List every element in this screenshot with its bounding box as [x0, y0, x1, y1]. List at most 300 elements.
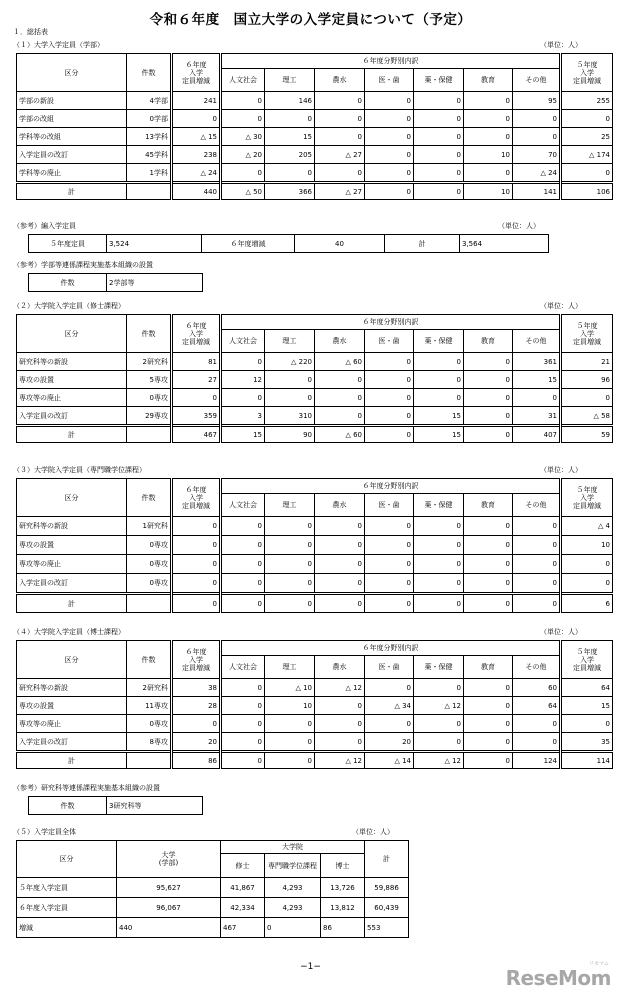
table4-label: （４）大学院入学定員（博士課程）	[13, 628, 125, 636]
head-field: その他	[513, 69, 561, 92]
t5-row-label: ５年度入学定員	[17, 878, 117, 898]
total-label: 計	[17, 752, 127, 769]
total-value: △ 50	[221, 183, 265, 200]
head-field: その他	[513, 330, 561, 353]
table-row	[17, 164, 613, 183]
head-field: 農水	[315, 330, 365, 353]
cell-value: 29専攻	[127, 407, 172, 426]
cell-value: 0	[414, 371, 464, 389]
total-value	[127, 426, 172, 443]
cell-value: △ 20	[221, 146, 265, 164]
head-kensu: 件数	[127, 315, 172, 353]
cell-value: △ 27	[315, 146, 365, 164]
table-row	[17, 536, 613, 555]
t5-cell: 553	[365, 918, 409, 938]
cell-value: 0	[561, 555, 613, 574]
cell-value: 0	[172, 574, 221, 594]
cell-value: △ 4	[561, 517, 613, 536]
row-label: 学部の新設	[17, 92, 127, 110]
cell-value: 60	[513, 679, 561, 697]
cell-value: 0	[221, 92, 265, 110]
row-label: 研究科等の新設	[17, 353, 127, 371]
cell-value: 0	[561, 574, 613, 594]
total-value: 0	[221, 752, 265, 769]
head-field: 人文社会	[221, 656, 265, 679]
cell-value: 0	[365, 715, 414, 733]
head-field: 農水	[315, 69, 365, 92]
total-value: △ 12	[315, 752, 365, 769]
cell-value: 0	[365, 679, 414, 697]
cell-value: 27	[172, 371, 221, 389]
cell-value: 15	[414, 407, 464, 426]
cell-value: △ 10	[265, 679, 315, 697]
cell-value: 0	[315, 110, 365, 128]
cell-value: 1研究科	[127, 517, 172, 536]
head-r6-inc: ６年度 入学 定員増減	[172, 479, 221, 517]
cell-value: 0	[172, 389, 221, 407]
table5-label: （５）入学定員全体	[13, 828, 76, 836]
total-value: 0	[265, 752, 315, 769]
page-number: −1−	[300, 962, 321, 972]
head-field: 人文社会	[221, 330, 265, 353]
head-field: 教育	[464, 330, 513, 353]
cell-value: 0	[414, 92, 464, 110]
total-value: 86	[172, 752, 221, 769]
cell-value: 0	[464, 110, 513, 128]
cell-value: 0	[221, 110, 265, 128]
head-kubun: 区分	[17, 54, 127, 92]
total-value: 0	[365, 426, 414, 443]
cell-value: 10	[265, 697, 315, 715]
t5-row	[17, 898, 409, 918]
table2-label: （２）大学院入学定員（修士課程）	[13, 302, 125, 310]
document-title: 令和６年度 国立大学の入学定員について（予定）	[149, 12, 472, 28]
ref1-table	[28, 234, 549, 253]
head-field: 医・歯	[365, 494, 414, 517]
head-field: 薬・保健	[414, 69, 464, 92]
head-kensu: 件数	[127, 479, 172, 517]
cell-value: 0	[464, 128, 513, 146]
cell-value: 0	[513, 715, 561, 733]
cell-value: 5専攻	[127, 371, 172, 389]
table-row	[17, 146, 613, 164]
row-label: 専攻等の廃止	[17, 715, 127, 733]
cell-value: 310	[265, 407, 315, 426]
head-field: 人文社会	[221, 69, 265, 92]
table-row	[17, 679, 613, 697]
cell-value: 64	[513, 697, 561, 715]
t5-cell: 96,067	[117, 898, 221, 918]
cell-value: 255	[561, 92, 613, 110]
table-row	[17, 92, 613, 110]
total-value: 59	[561, 426, 613, 443]
cell-value: △ 12	[414, 697, 464, 715]
total-value: △ 27	[315, 183, 365, 200]
cell-value: 0	[513, 517, 561, 536]
cell-value: 0	[464, 164, 513, 183]
cell-value: 0	[513, 733, 561, 752]
cell-value: 0	[172, 536, 221, 555]
cell-value: 28	[172, 697, 221, 715]
t4-table	[16, 640, 613, 769]
total-value: 0	[464, 594, 513, 613]
cell-value: 0	[464, 697, 513, 715]
t5-head-master: 修士	[221, 854, 265, 878]
cell-value: 0	[365, 536, 414, 555]
cell-value: 0	[315, 92, 365, 110]
cell-value: 0	[315, 733, 365, 752]
t5-cell: 13,812	[321, 898, 365, 918]
total-value: 0	[265, 594, 315, 613]
resemom-logo: ReseMom	[505, 966, 611, 990]
cell-value: 25	[561, 128, 613, 146]
table3-unit: （単位：人）	[540, 466, 582, 474]
cell-value: 0	[315, 574, 365, 594]
ref1-cell: ６年度増減	[202, 235, 295, 253]
cell-value: 0専攻	[127, 389, 172, 407]
logo-sub: リセマム	[589, 961, 609, 967]
ref1-cell: 3,524	[107, 235, 202, 253]
cell-value: 45学科	[127, 146, 172, 164]
head-field: 理工	[265, 330, 315, 353]
cell-value: 12	[221, 371, 265, 389]
cell-value: 0	[365, 371, 414, 389]
cell-value: 0	[464, 389, 513, 407]
total-value: 90	[265, 426, 315, 443]
cell-value: 0	[221, 574, 265, 594]
cell-value: 0	[315, 128, 365, 146]
total-value	[127, 594, 172, 613]
cell-value: 0	[221, 555, 265, 574]
total-value: 124	[513, 752, 561, 769]
ref3-cell: 件数	[29, 797, 107, 815]
head-field: その他	[513, 656, 561, 679]
cell-value: 241	[172, 92, 221, 110]
cell-value: 0	[172, 110, 221, 128]
head-r5: ５年度 入学 定員増減	[561, 641, 613, 679]
head-field: 理工	[265, 656, 315, 679]
head-kubun: 区分	[17, 641, 127, 679]
total-value: △ 12	[414, 752, 464, 769]
total-value: 0	[464, 426, 513, 443]
row-label: 研究科等の新設	[17, 517, 127, 536]
total-value: △ 14	[365, 752, 414, 769]
cell-value: 0	[265, 517, 315, 536]
cell-value: 0	[315, 164, 365, 183]
cell-value: 0	[365, 164, 414, 183]
cell-value: 20	[365, 733, 414, 752]
head-field: 理工	[265, 69, 315, 92]
total-value: 0	[315, 594, 365, 613]
cell-value: 0	[172, 715, 221, 733]
ref1-cell: 40	[295, 235, 385, 253]
section-heading: １．総括表	[13, 28, 48, 36]
cell-value: 0	[365, 389, 414, 407]
cell-value: 0	[414, 517, 464, 536]
t5-row	[17, 878, 409, 898]
t5-cell: 440	[117, 918, 221, 938]
row-label: 専攻等の廃止	[17, 555, 127, 574]
total-row	[17, 426, 613, 443]
table-row	[17, 555, 613, 574]
cell-value: 0	[315, 555, 365, 574]
cell-value: 0	[414, 733, 464, 752]
cell-value: 0	[561, 110, 613, 128]
total-row	[17, 594, 613, 613]
t5-row-label: ６年度入学定員	[17, 898, 117, 918]
cell-value: 0	[414, 389, 464, 407]
cell-value: 0	[464, 371, 513, 389]
cell-value: 0	[464, 517, 513, 536]
cell-value: 0	[561, 164, 613, 183]
cell-value: 0	[221, 715, 265, 733]
cell-value: 0	[513, 389, 561, 407]
cell-value: 11専攻	[127, 697, 172, 715]
cell-value: 0	[315, 371, 365, 389]
total-value: 0	[221, 594, 265, 613]
cell-value: 0	[265, 574, 315, 594]
table5	[16, 840, 409, 938]
row-label: 学科等の改組	[17, 128, 127, 146]
head-breakdown: ６年度分野別内訳	[221, 54, 561, 69]
cell-value: 146	[265, 92, 315, 110]
head-r5: ５年度 入学 定員増減	[561, 54, 613, 92]
total-value: 0	[172, 594, 221, 613]
cell-value: △ 30	[221, 128, 265, 146]
total-row	[17, 183, 613, 200]
cell-value: △ 60	[315, 353, 365, 371]
cell-value: 70	[513, 146, 561, 164]
head-field: 教育	[464, 69, 513, 92]
table-row	[17, 110, 613, 128]
cell-value: 0	[365, 407, 414, 426]
cell-value: 0	[265, 371, 315, 389]
ref2-cell: 件数	[29, 274, 107, 292]
total-label: 計	[17, 183, 127, 200]
head-field: 農水	[315, 494, 365, 517]
cell-value: 0	[464, 353, 513, 371]
cell-value: 0	[221, 353, 265, 371]
cell-value: 0	[513, 110, 561, 128]
cell-value: 96	[561, 371, 613, 389]
cell-value: 4学部	[127, 92, 172, 110]
head-r6-inc: ６年度 入学 定員増減	[172, 315, 221, 353]
t5-cell: 95,627	[117, 878, 221, 898]
head-r6-inc: ６年度 入学 定員増減	[172, 54, 221, 92]
head-field: 医・歯	[365, 330, 414, 353]
head-r6-inc: ６年度 入学 定員増減	[172, 641, 221, 679]
cell-value: 0	[221, 679, 265, 697]
cell-value: 0	[221, 517, 265, 536]
t5-cell: 4,293	[265, 878, 321, 898]
total-value: 467	[172, 426, 221, 443]
cell-value: 0	[265, 555, 315, 574]
cell-value: △ 15	[172, 128, 221, 146]
head-field: その他	[513, 494, 561, 517]
total-value: 6	[561, 594, 613, 613]
t5-head-total: 計	[365, 841, 409, 878]
head-field: 理工	[265, 494, 315, 517]
cell-value: 0	[265, 389, 315, 407]
cell-value: 0	[414, 555, 464, 574]
cell-value: 205	[265, 146, 315, 164]
cell-value: 0	[365, 517, 414, 536]
cell-value: 64	[561, 679, 613, 697]
table1-unit: （単位：人）	[540, 41, 582, 49]
cell-value: 0	[365, 555, 414, 574]
total-value: 366	[265, 183, 315, 200]
head-field: 教育	[464, 656, 513, 679]
cell-value: 0	[265, 164, 315, 183]
cell-value: 10	[561, 536, 613, 555]
t5-cell: 42,334	[221, 898, 265, 918]
cell-value: 0	[221, 697, 265, 715]
total-value: 10	[464, 183, 513, 200]
t1-table	[16, 53, 613, 200]
t5-cell: 86	[321, 918, 365, 938]
cell-value: 0	[414, 110, 464, 128]
cell-value: 38	[172, 679, 221, 697]
row-label: 入学定員の改訂	[17, 146, 127, 164]
cell-value: 0	[315, 697, 365, 715]
head-kensu: 件数	[127, 54, 172, 92]
cell-value: 0	[265, 110, 315, 128]
cell-value: 0	[561, 389, 613, 407]
table-row	[17, 574, 613, 594]
row-label: 入学定員の改訂	[17, 407, 127, 426]
cell-value: 0	[561, 715, 613, 733]
t5-cell: 60,439	[365, 898, 409, 918]
cell-value: 15	[513, 371, 561, 389]
cell-value: 0	[464, 679, 513, 697]
cell-value: △ 220	[265, 353, 315, 371]
cell-value: 0専攻	[127, 574, 172, 594]
cell-value: 0	[365, 110, 414, 128]
table1-label: （１）大学入学定員（学部）	[13, 41, 104, 49]
row-label: 入学定員の改訂	[17, 574, 127, 594]
cell-value: △ 174	[561, 146, 613, 164]
head-kensu: 件数	[127, 641, 172, 679]
ref3-label: （参考）研究科等連係課程実施基本組織の設置	[13, 784, 160, 792]
total-value: 141	[513, 183, 561, 200]
ref1-cell: ５年度定員	[29, 235, 107, 253]
cell-value: 15	[561, 697, 613, 715]
total-value: 0	[365, 594, 414, 613]
cell-value: 0	[265, 715, 315, 733]
table-row	[17, 353, 613, 371]
cell-value: 0専攻	[127, 536, 172, 555]
cell-value: 0	[221, 536, 265, 555]
cell-value: 0	[315, 715, 365, 733]
cell-value: 0	[172, 555, 221, 574]
row-label: 専攻等の廃止	[17, 389, 127, 407]
cell-value: 10	[464, 146, 513, 164]
t5-row-label: 増減	[17, 918, 117, 938]
row-label: 研究科等の新設	[17, 679, 127, 697]
cell-value: 0専攻	[127, 715, 172, 733]
cell-value: 238	[172, 146, 221, 164]
table5-unit: （単位：人）	[352, 828, 394, 836]
total-value: △ 60	[315, 426, 365, 443]
cell-value: 0	[265, 733, 315, 752]
total-value: 0	[414, 183, 464, 200]
head-r5: ５年度 入学 定員増減	[561, 479, 613, 517]
total-value: 0	[414, 594, 464, 613]
total-value: 15	[414, 426, 464, 443]
total-value	[127, 183, 172, 200]
ref1-cell: 計	[385, 235, 460, 253]
t5-head-univ: 大学 (学部)	[117, 841, 221, 878]
total-value: 106	[561, 183, 613, 200]
cell-value: 0	[464, 536, 513, 555]
cell-value: 15	[265, 128, 315, 146]
total-value: 0	[365, 183, 414, 200]
table-row	[17, 407, 613, 426]
cell-value: 0	[365, 146, 414, 164]
cell-value: 0	[464, 92, 513, 110]
cell-value: 20	[172, 733, 221, 752]
cell-value: 0	[414, 715, 464, 733]
ref3-cell: 3研究科等	[107, 797, 203, 815]
t2-table	[16, 314, 613, 443]
head-breakdown: ６年度分野別内訳	[221, 641, 561, 656]
cell-value: 0	[315, 407, 365, 426]
cell-value: 95	[513, 92, 561, 110]
t5-head-prof: 専門職学位課程	[265, 854, 321, 878]
t5-cell: 4,293	[265, 898, 321, 918]
cell-value: 0	[172, 517, 221, 536]
table-row	[17, 128, 613, 146]
cell-value: 0	[464, 574, 513, 594]
table-row	[17, 733, 613, 752]
table-row	[17, 371, 613, 389]
cell-value: 0	[365, 92, 414, 110]
cell-value: 0	[365, 353, 414, 371]
cell-value: 13学科	[127, 128, 172, 146]
cell-value: 0	[464, 555, 513, 574]
total-value: 114	[561, 752, 613, 769]
cell-value: 0	[414, 146, 464, 164]
cell-value: 359	[172, 407, 221, 426]
cell-value: △ 24	[513, 164, 561, 183]
cell-value: 81	[172, 353, 221, 371]
total-label: 計	[17, 594, 127, 613]
ref2-table	[28, 273, 203, 292]
cell-value: 0学部	[127, 110, 172, 128]
cell-value: 0	[315, 389, 365, 407]
cell-value: 0	[513, 555, 561, 574]
cell-value: 1学科	[127, 164, 172, 183]
cell-value: 0	[265, 536, 315, 555]
cell-value: 2研究科	[127, 679, 172, 697]
head-field: 農水	[315, 656, 365, 679]
cell-value: 0	[414, 536, 464, 555]
row-label: 入学定員の改訂	[17, 733, 127, 752]
t3-table	[16, 478, 613, 613]
cell-value: △ 58	[561, 407, 613, 426]
t5-head-doctor: 博士	[321, 854, 365, 878]
cell-value: 0	[315, 517, 365, 536]
table-row	[17, 517, 613, 536]
total-row	[17, 752, 613, 769]
t5-cell: 59,886	[365, 878, 409, 898]
cell-value: 8専攻	[127, 733, 172, 752]
cell-value: 0	[414, 353, 464, 371]
ref1-cell: 3,564	[460, 235, 549, 253]
cell-value: 0	[464, 733, 513, 752]
total-value: 0	[464, 752, 513, 769]
cell-value: 0	[513, 128, 561, 146]
